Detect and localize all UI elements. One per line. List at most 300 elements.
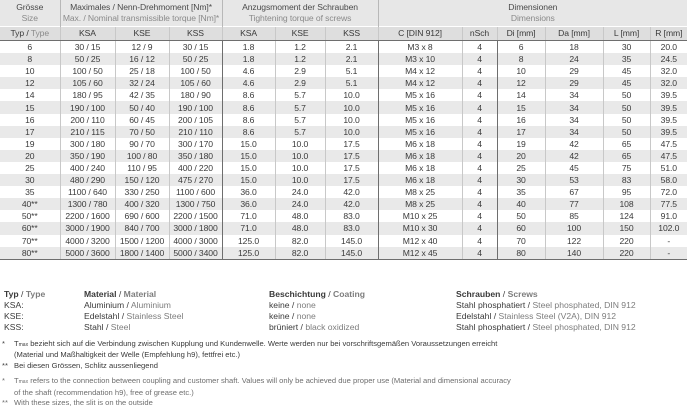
cell-tight-kse: 5.7 xyxy=(275,114,325,126)
cell-torque-kss: 1300 / 750 xyxy=(169,198,222,210)
cell-r: 102.0 xyxy=(650,222,687,234)
legend-screws-item: Stahl phosphatiert / Steel phosphated, DIN 912 xyxy=(456,300,636,310)
cell-r: 91.0 xyxy=(650,210,687,222)
table-row xyxy=(0,126,687,138)
cell-r: 39.5 xyxy=(650,114,687,126)
cell-di: 10 xyxy=(497,65,545,77)
cell-tight-kse: 48.0 xyxy=(275,210,325,222)
cell-r: 39.5 xyxy=(650,89,687,101)
cell-size: 35 xyxy=(0,186,60,198)
cell-c-din912: M5 x 16 xyxy=(378,126,462,138)
cell-tight-kss: 5.1 xyxy=(325,65,378,77)
cell-l: 50 xyxy=(603,114,650,126)
cell-l: 124 xyxy=(603,210,650,222)
cell-tight-kss: 2.1 xyxy=(325,53,378,65)
cell-torque-ksa: 50 / 25 xyxy=(60,53,115,65)
cell-nsch: 4 xyxy=(462,198,497,210)
cell-tight-ksa: 125.0 xyxy=(222,247,275,260)
cell-di: 80 xyxy=(497,247,545,260)
cell-l: 50 xyxy=(603,101,650,113)
cell-torque-kse: 42 / 35 xyxy=(115,89,169,101)
table-row xyxy=(0,114,687,126)
legend-type-column xyxy=(4,289,45,333)
cell-torque-kss: 1100 / 600 xyxy=(169,186,222,198)
cell-tight-ksa: 15.0 xyxy=(222,138,275,150)
cell-torque-ksa: 100 / 50 xyxy=(60,65,115,77)
table-row xyxy=(0,210,687,222)
table-row xyxy=(0,222,687,234)
cell-torque-kse: 25 / 18 xyxy=(115,65,169,77)
col-nsch: nSch xyxy=(462,27,497,41)
cell-da: 18 xyxy=(545,41,603,54)
header-tightening-torque: Anzugsmoment der Schrauben Tightening torque of screws xyxy=(222,0,378,27)
cell-nsch: 4 xyxy=(462,235,497,247)
cell-da: 42 xyxy=(545,138,603,150)
legend-coating-item: keine / none xyxy=(269,311,316,321)
cell-di: 19 xyxy=(497,138,545,150)
cell-torque-kse: 90 / 70 xyxy=(115,138,169,150)
cell-tight-kss: 10.0 xyxy=(325,101,378,113)
cell-tight-ksa: 71.0 xyxy=(222,210,275,222)
col-type: Typ / Type xyxy=(0,27,60,41)
col-torque-kss: KSS xyxy=(169,27,222,41)
cell-r: - xyxy=(650,235,687,247)
cell-di: 25 xyxy=(497,162,545,174)
cell-r: 20.0 xyxy=(650,41,687,54)
cell-tight-ksa: 8.6 xyxy=(222,114,275,126)
cell-di: 40 xyxy=(497,198,545,210)
legend-coating-item: brüniert / black oxidized xyxy=(269,322,360,332)
col-c-din912: C [DIN 912] xyxy=(378,27,462,41)
cell-nsch: 4 xyxy=(462,162,497,174)
cell-size: 70** xyxy=(0,235,60,247)
cell-c-din912: M6 x 18 xyxy=(378,174,462,186)
cell-tight-kse: 5.7 xyxy=(275,101,325,113)
cell-tight-kss: 2.1 xyxy=(325,41,378,54)
cell-di: 15 xyxy=(497,101,545,113)
cell-torque-kss: 210 / 110 xyxy=(169,126,222,138)
table-row xyxy=(0,247,687,260)
cell-nsch: 4 xyxy=(462,210,497,222)
legend-screws-column xyxy=(456,289,636,333)
cell-nsch: 4 xyxy=(462,53,497,65)
cell-c-din912: M8 x 25 xyxy=(378,198,462,210)
cell-r: 47.5 xyxy=(650,138,687,150)
cell-nsch: 4 xyxy=(462,222,497,234)
cell-tight-kse: 10.0 xyxy=(275,174,325,186)
cell-di: 17 xyxy=(497,126,545,138)
cell-torque-kse: 16 / 12 xyxy=(115,53,169,65)
cell-tight-kse: 2.9 xyxy=(275,65,325,77)
column-header-row xyxy=(0,27,687,41)
cell-r: 32.0 xyxy=(650,65,687,77)
cell-tight-kss: 83.0 xyxy=(325,210,378,222)
cell-r: 39.5 xyxy=(650,126,687,138)
cell-torque-ksa: 480 / 290 xyxy=(60,174,115,186)
cell-tight-kss: 10.0 xyxy=(325,114,378,126)
col-da: Da [mm] xyxy=(545,27,603,41)
cell-da: 34 xyxy=(545,101,603,113)
cell-l: 30 xyxy=(603,41,650,54)
col-l: L [mm] xyxy=(603,27,650,41)
cell-di: 50 xyxy=(497,210,545,222)
cell-torque-kse: 1800 / 1400 xyxy=(115,247,169,260)
cell-tight-ksa: 36.0 xyxy=(222,198,275,210)
cell-nsch: 4 xyxy=(462,41,497,54)
cell-di: 60 xyxy=(497,222,545,234)
cell-da: 140 xyxy=(545,247,603,260)
cell-tight-ksa: 15.0 xyxy=(222,162,275,174)
cell-di: 20 xyxy=(497,150,545,162)
cell-torque-kss: 400 / 220 xyxy=(169,162,222,174)
cell-size: 15 xyxy=(0,101,60,113)
cell-nsch: 4 xyxy=(462,174,497,186)
cell-tight-ksa: 125.0 xyxy=(222,235,275,247)
cell-r: 32.0 xyxy=(650,77,687,89)
cell-tight-kse: 82.0 xyxy=(275,235,325,247)
cell-size: 19 xyxy=(0,138,60,150)
header-torque: Maximales / Nenn-Drehmoment [Nm]* Max. / Nominal transmissible torque [Nm]* xyxy=(60,0,222,27)
cell-size: 20 xyxy=(0,150,60,162)
cell-c-din912: M3 x 8 xyxy=(378,41,462,54)
cell-torque-kse: 1500 / 1200 xyxy=(115,235,169,247)
table-row xyxy=(0,41,687,54)
cell-l: 45 xyxy=(603,65,650,77)
cell-c-din912: M4 x 12 xyxy=(378,77,462,89)
cell-da: 45 xyxy=(545,162,603,174)
legend-coating-item: keine / none xyxy=(269,300,316,310)
header-group-row xyxy=(0,0,687,27)
cell-c-din912: M5 x 16 xyxy=(378,101,462,113)
col-tight-kse: KSE xyxy=(275,27,325,41)
cell-tight-ksa: 15.0 xyxy=(222,150,275,162)
cell-size: 25 xyxy=(0,162,60,174)
cell-size: 8 xyxy=(0,53,60,65)
legend-screws-header: Schrauben / Screws xyxy=(456,289,538,299)
cell-tight-kse: 82.0 xyxy=(275,247,325,260)
double-asterisk-marker: ** xyxy=(2,360,8,370)
cell-torque-kss: 100 / 50 xyxy=(169,65,222,77)
cell-c-din912: M6 x 18 xyxy=(378,162,462,174)
cell-tight-ksa: 15.0 xyxy=(222,174,275,186)
cell-r: 72.0 xyxy=(650,186,687,198)
cell-size: 17 xyxy=(0,126,60,138)
cell-tight-kse: 24.0 xyxy=(275,198,325,210)
cell-da: 42 xyxy=(545,150,603,162)
cell-l: 45 xyxy=(603,77,650,89)
legend-material-item: Edelstahl / Stainless Steel xyxy=(84,311,184,321)
cell-tight-kss: 17.5 xyxy=(325,138,378,150)
footnotes xyxy=(2,339,682,408)
cell-size: 40** xyxy=(0,198,60,210)
cell-tight-ksa: 4.6 xyxy=(222,65,275,77)
cell-l: 35 xyxy=(603,53,650,65)
cell-da: 24 xyxy=(545,53,603,65)
header-dimensions: Dimensionen Dimensions xyxy=(378,0,687,27)
cell-tight-kss: 42.0 xyxy=(325,186,378,198)
cell-tight-kss: 5.1 xyxy=(325,77,378,89)
cell-da: 77 xyxy=(545,198,603,210)
asterisk-marker: * xyxy=(2,339,5,348)
cell-nsch: 4 xyxy=(462,77,497,89)
legend-type-item: KSE: xyxy=(4,311,24,321)
cell-l: 50 xyxy=(603,126,650,138)
cell-nsch: 4 xyxy=(462,114,497,126)
cell-torque-kss: 4000 / 3000 xyxy=(169,235,222,247)
cell-nsch: 4 xyxy=(462,89,497,101)
col-torque-kse: KSE xyxy=(115,27,169,41)
col-r: R [mm] xyxy=(650,27,687,41)
cell-torque-ksa: 210 / 115 xyxy=(60,126,115,138)
cell-tight-kse: 48.0 xyxy=(275,222,325,234)
cell-torque-kss: 475 / 270 xyxy=(169,174,222,186)
cell-da: 53 xyxy=(545,174,603,186)
cell-di: 70 xyxy=(497,235,545,247)
cell-di: 8 xyxy=(497,53,545,65)
cell-tight-ksa: 4.6 xyxy=(222,77,275,89)
cell-c-din912: M8 x 25 xyxy=(378,186,462,198)
cell-torque-ksa: 1300 / 780 xyxy=(60,198,115,210)
cell-c-din912: M6 x 18 xyxy=(378,150,462,162)
cell-c-din912: M10 x 30 xyxy=(378,222,462,234)
cell-l: 75 xyxy=(603,162,650,174)
cell-torque-kse: 150 / 120 xyxy=(115,174,169,186)
cell-c-din912: M4 x 12 xyxy=(378,65,462,77)
cell-c-din912: M3 x 10 xyxy=(378,53,462,65)
cell-size: 30 xyxy=(0,174,60,186)
col-di: Di [mm] xyxy=(497,27,545,41)
double-asterisk-marker: ** xyxy=(2,398,8,408)
legend-screws-item: Edelstahl / Stainless Steel (V2A), DIN 912 xyxy=(456,311,617,321)
cell-l: 95 xyxy=(603,186,650,198)
cell-da: 29 xyxy=(545,65,603,77)
legend-coating-header: Beschichtung / Coating xyxy=(269,289,365,299)
asterisk-marker: * xyxy=(2,376,5,386)
cell-nsch: 4 xyxy=(462,101,497,113)
cell-nsch: 4 xyxy=(462,65,497,77)
cell-r: 58.0 xyxy=(650,174,687,186)
table-row xyxy=(0,77,687,89)
cell-di: 14 xyxy=(497,89,545,101)
cell-tight-kse: 1.2 xyxy=(275,53,325,65)
cell-tight-kss: 42.0 xyxy=(325,198,378,210)
cell-tight-kse: 10.0 xyxy=(275,162,325,174)
cell-torque-kse: 60 / 45 xyxy=(115,114,169,126)
cell-torque-ksa: 30 / 15 xyxy=(60,41,115,54)
cell-torque-ksa: 400 / 240 xyxy=(60,162,115,174)
footnote-en-double-star: ** With these sizes, the slit is on the outside xyxy=(2,398,153,408)
cell-torque-ksa: 4000 / 3200 xyxy=(60,235,115,247)
cell-tight-ksa: 8.6 xyxy=(222,101,275,113)
cell-l: 220 xyxy=(603,247,650,260)
cell-tight-kse: 10.0 xyxy=(275,138,325,150)
cell-torque-kse: 330 / 250 xyxy=(115,186,169,198)
cell-torque-kse: 50 / 40 xyxy=(115,101,169,113)
cell-torque-kse: 110 / 95 xyxy=(115,162,169,174)
cell-tight-kse: 5.7 xyxy=(275,126,325,138)
col-tight-kss: KSS xyxy=(325,27,378,41)
cell-tight-kss: 83.0 xyxy=(325,222,378,234)
cell-da: 34 xyxy=(545,89,603,101)
cell-nsch: 4 xyxy=(462,138,497,150)
cell-torque-kse: 840 / 700 xyxy=(115,222,169,234)
cell-r: 47.5 xyxy=(650,150,687,162)
cell-nsch: 4 xyxy=(462,150,497,162)
legend-type-item: KSS: xyxy=(4,322,24,332)
cell-da: 34 xyxy=(545,126,603,138)
cell-torque-kss: 105 / 60 xyxy=(169,77,222,89)
cell-c-din912: M5 x 16 xyxy=(378,114,462,126)
cell-di: 16 xyxy=(497,114,545,126)
cell-tight-ksa: 71.0 xyxy=(222,222,275,234)
table-row xyxy=(0,235,687,247)
cell-tight-ksa: 8.6 xyxy=(222,126,275,138)
cell-tight-kss: 17.5 xyxy=(325,150,378,162)
cell-c-din912: M12 x 40 xyxy=(378,235,462,247)
cell-torque-ksa: 350 / 190 xyxy=(60,150,115,162)
cell-tight-kse: 1.2 xyxy=(275,41,325,54)
cell-r: 39.5 xyxy=(650,101,687,113)
cell-tight-kss: 17.5 xyxy=(325,174,378,186)
cell-da: 67 xyxy=(545,186,603,198)
cell-da: 85 xyxy=(545,210,603,222)
cell-l: 108 xyxy=(603,198,650,210)
cell-r: - xyxy=(650,247,687,260)
table-body xyxy=(0,41,687,260)
cell-nsch: 4 xyxy=(462,126,497,138)
cell-nsch: 4 xyxy=(462,186,497,198)
cell-tight-kss: 10.0 xyxy=(325,126,378,138)
cell-size: 60** xyxy=(0,222,60,234)
cell-tight-kss: 10.0 xyxy=(325,89,378,101)
cell-l: 65 xyxy=(603,138,650,150)
cell-torque-kse: 32 / 24 xyxy=(115,77,169,89)
cell-c-din912: M5 x 16 xyxy=(378,89,462,101)
cell-torque-ksa: 3000 / 1900 xyxy=(60,222,115,234)
cell-torque-kss: 350 / 180 xyxy=(169,150,222,162)
cell-da: 34 xyxy=(545,114,603,126)
cell-tight-kse: 10.0 xyxy=(275,150,325,162)
legend-material-item: Stahl / Steel xyxy=(84,322,131,332)
table-row xyxy=(0,186,687,198)
cell-size: 14 xyxy=(0,89,60,101)
table-row xyxy=(0,198,687,210)
cell-l: 50 xyxy=(603,89,650,101)
legend-material-column xyxy=(84,289,183,333)
cell-size: 16 xyxy=(0,114,60,126)
legend-material-item: Aluminium / Aluminium xyxy=(84,300,171,310)
table-row xyxy=(0,65,687,77)
cell-di: 12 xyxy=(497,77,545,89)
cell-c-din912: M12 x 45 xyxy=(378,247,462,260)
cell-size: 80** xyxy=(0,247,60,260)
cell-torque-kss: 300 / 170 xyxy=(169,138,222,150)
cell-tight-ksa: 8.6 xyxy=(222,89,275,101)
cell-tight-ksa: 1.8 xyxy=(222,41,275,54)
cell-c-din912: M6 x 18 xyxy=(378,138,462,150)
cell-torque-ksa: 180 / 95 xyxy=(60,89,115,101)
cell-torque-ksa: 2200 / 1600 xyxy=(60,210,115,222)
cell-r: 51.0 xyxy=(650,162,687,174)
table-row xyxy=(0,89,687,101)
cell-l: 83 xyxy=(603,174,650,186)
header-size: Grösse Size xyxy=(0,0,60,27)
cell-torque-ksa: 105 / 60 xyxy=(60,77,115,89)
cell-torque-kss: 190 / 100 xyxy=(169,101,222,113)
col-torque-ksa: KSA xyxy=(60,27,115,41)
cell-torque-ksa: 5000 / 3600 xyxy=(60,247,115,260)
table-row xyxy=(0,150,687,162)
cell-size: 50** xyxy=(0,210,60,222)
cell-di: 35 xyxy=(497,186,545,198)
cell-da: 29 xyxy=(545,77,603,89)
cell-nsch: 4 xyxy=(462,247,497,260)
table-row xyxy=(0,138,687,150)
cell-tight-kss: 145.0 xyxy=(325,247,378,260)
cell-tight-kse: 24.0 xyxy=(275,186,325,198)
legend-coating-column xyxy=(269,289,365,333)
cell-r: 77.5 xyxy=(650,198,687,210)
cell-tight-ksa: 1.8 xyxy=(222,53,275,65)
cell-c-din912: M10 x 25 xyxy=(378,210,462,222)
cell-size: 6 xyxy=(0,41,60,54)
cell-torque-kse: 690 / 600 xyxy=(115,210,169,222)
cell-torque-kse: 12 / 9 xyxy=(115,41,169,54)
cell-torque-ksa: 1100 / 640 xyxy=(60,186,115,198)
legend-material-header: Material / Material xyxy=(84,289,157,299)
cell-torque-kss: 5000 / 3400 xyxy=(169,247,222,260)
cell-size: 12 xyxy=(0,77,60,89)
cell-torque-kse: 400 / 320 xyxy=(115,198,169,210)
footnote-de-double-star: ** Bei diesen Grössen, Schlitz aussenliegend xyxy=(2,360,158,370)
cell-di: 30 xyxy=(497,174,545,186)
footnote-de-star: * Tmax bezieht sich auf die Verbindung zwischen Kupplung und Kundenwelle. Werte werden nur bei vorschriftsgemäßen Voraussetzungen erreicht (Material und Maßhaltigkeit der Welle (Empfehlung h9), fettfrei etc.) xyxy=(2,339,498,360)
cell-di: 6 xyxy=(497,41,545,54)
cell-torque-ksa: 190 / 100 xyxy=(60,101,115,113)
cell-torque-ksa: 200 / 110 xyxy=(60,114,115,126)
cell-torque-kss: 30 / 15 xyxy=(169,41,222,54)
cell-l: 150 xyxy=(603,222,650,234)
table-row xyxy=(0,162,687,174)
table-row xyxy=(0,101,687,113)
cell-tight-kss: 145.0 xyxy=(325,235,378,247)
cell-da: 122 xyxy=(545,235,603,247)
cell-torque-kse: 100 / 80 xyxy=(115,150,169,162)
cell-torque-kse: 70 / 50 xyxy=(115,126,169,138)
cell-torque-ksa: 300 / 180 xyxy=(60,138,115,150)
cell-tight-kse: 5.7 xyxy=(275,89,325,101)
cell-torque-kss: 200 / 105 xyxy=(169,114,222,126)
cell-torque-kss: 2200 / 1500 xyxy=(169,210,222,222)
table-row xyxy=(0,174,687,186)
cell-tight-kse: 2.9 xyxy=(275,77,325,89)
cell-tight-ksa: 36.0 xyxy=(222,186,275,198)
legend-type-header: Typ / Type xyxy=(4,289,46,299)
cell-r: 24.5 xyxy=(650,53,687,65)
cell-da: 100 xyxy=(545,222,603,234)
legend-type-item: KSA: xyxy=(4,300,24,310)
cell-size: 10 xyxy=(0,65,60,77)
cell-l: 65 xyxy=(603,150,650,162)
cell-l: 220 xyxy=(603,235,650,247)
legend-screws-item: Stahl phosphatiert / Steel phosphated, DIN 912 xyxy=(456,322,636,332)
cell-torque-kss: 50 / 25 xyxy=(169,53,222,65)
cell-tight-kss: 17.5 xyxy=(325,162,378,174)
cell-torque-kss: 180 / 90 xyxy=(169,89,222,101)
col-tight-ksa: KSA xyxy=(222,27,275,41)
table-row xyxy=(0,53,687,65)
footnote-en-star: * Tmax refers to the connection between coupling and customer shaft. Values will only be achieved due proper use (Material and dimensional accuracy of the shaft (recommendation h9), free of grease etc.) xyxy=(2,376,511,397)
